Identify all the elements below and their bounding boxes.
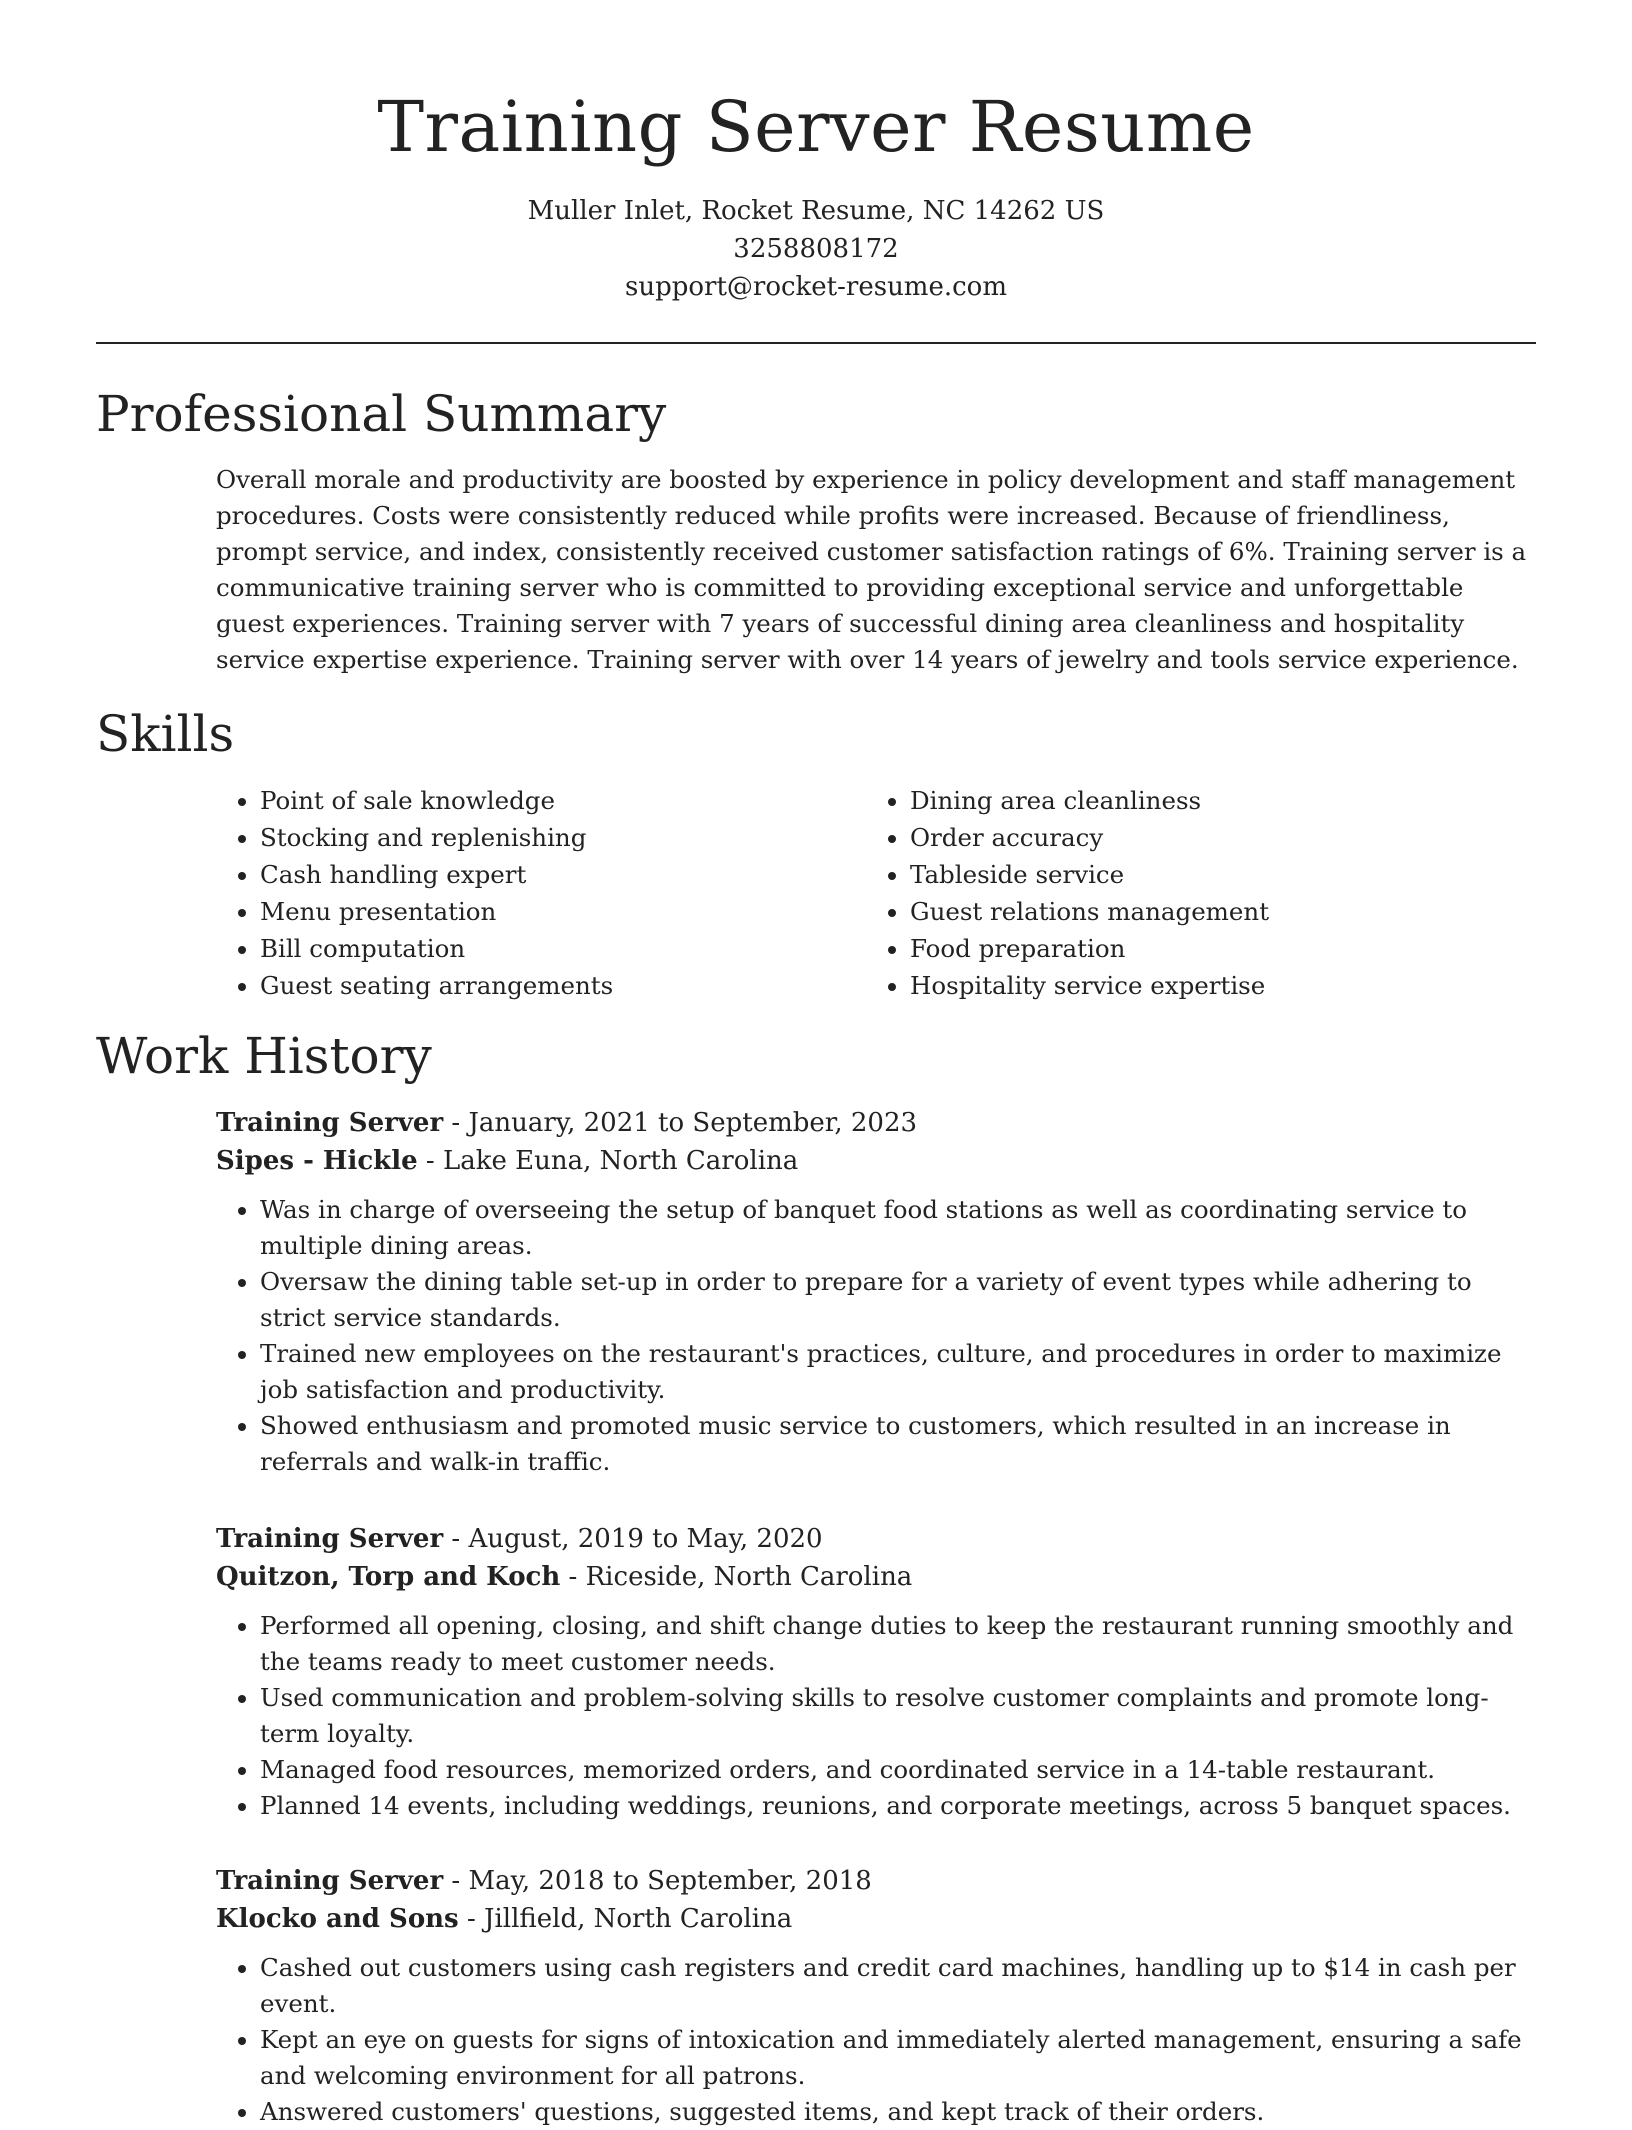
job-dates: August, 2019 to May, 2020: [468, 1524, 823, 1554]
job-title-line: Training Server - May, 2018 to September, 2018: [216, 1866, 872, 1896]
email: support@rocket-resume.com: [624, 272, 1007, 302]
skill-item: • Cash handling expert: [260, 856, 866, 893]
job-bullet: • Oversaw the dining table set-up in order to prepare for a variety of event types while adhering to strict service standards.: [260, 1264, 1536, 1336]
resume-title: Training Server Resume: [377, 86, 1255, 168]
skill-item: • Guest seating arrangements: [260, 967, 866, 1004]
skills-column-left: [216, 782, 866, 1004]
job-company: Klocko and Sons: [216, 1904, 459, 1934]
job-bullets: [216, 1950, 1536, 2130]
header-divider: [96, 342, 1536, 344]
skills-heading: Skills: [96, 705, 235, 763]
job-company-line: Klocko and Sons - Jillfield, North Carolina: [216, 1904, 793, 1934]
skills-list: [216, 782, 1536, 1004]
skill-item: • Tableside service: [910, 856, 1516, 893]
job-bullet: • Kept an eye on guests for signs of intoxication and immediately alerted management, ensuring a safe and welcoming environment for all patrons.: [260, 2022, 1536, 2094]
job-company-line: Sipes - Hickle - Lake Euna, North Carolina: [216, 1146, 799, 1176]
phone: 3258808172: [733, 234, 899, 264]
job-bullet: • Performed all opening, closing, and shift change duties to keep the restaurant running smoothly and the teams ready to meet customer needs.: [260, 1608, 1536, 1680]
job-bullets: [216, 1192, 1536, 1480]
job-location: Lake Euna, North Carolina: [442, 1146, 799, 1176]
job-dates: January, 2021 to September, 2023: [468, 1108, 918, 1138]
job-bullet: • Was in charge of overseeing the setup of banquet food stations as well as coordinating service to multiple dining areas.: [260, 1192, 1536, 1264]
job-bullet: • Used communication and problem-solving skills to resolve customer complaints and promote long-term loyalty.: [260, 1680, 1536, 1752]
job-bullet: • Showed enthusiasm and promoted music service to customers, which resulted in an increase in referrals and walk-in traffic.: [260, 1408, 1536, 1480]
job-title: Training Server: [216, 1866, 444, 1896]
summary-text: Overall morale and productivity are boosted by experience in policy development and staff management procedures. Costs were consistently reduced while profits were increased. Because of friendliness, prompt service, and index, consistently received customer satisfaction ratings of 6%. Training server is a communicative training server who is committed to providing exceptional service and unforgettable guest experiences. Training server with 7 years of successful dining area cleanliness and hospitality service expertise experience. Training server with over 14 years of jewelry and tools service experience.: [216, 465, 1527, 674]
contact-block: [96, 192, 1536, 306]
skill-item: • Point of sale knowledge: [260, 782, 866, 819]
skills-column-right: [866, 782, 1516, 1004]
job-bullets: [216, 1608, 1536, 1824]
job-company: Quitzon, Torp and Koch: [216, 1562, 561, 1592]
job-title-line: Training Server - August, 2019 to May, 2020: [216, 1524, 823, 1554]
skill-item: • Stocking and replenishing: [260, 819, 866, 856]
address: Muller Inlet, Rocket Resume, NC 14262 US: [527, 196, 1105, 226]
skill-item: • Hospitality service expertise: [910, 967, 1516, 1004]
job-title: Training Server: [216, 1108, 444, 1138]
job-company-line: Quitzon, Torp and Koch - Riceside, North Carolina: [216, 1562, 913, 1592]
job-entry: [216, 1104, 1536, 1480]
skill-item: • Menu presentation: [260, 893, 866, 930]
job-dates: May, 2018 to September, 2018: [468, 1866, 872, 1896]
skill-item: • Guest relations management: [910, 893, 1516, 930]
job-bullet: • Answered customers' questions, suggested items, and kept track of their orders.: [260, 2094, 1536, 2130]
summary-heading: Professional Summary: [96, 385, 667, 443]
job-location: Riceside, North Carolina: [585, 1562, 913, 1592]
job-company: Sipes - Hickle: [216, 1146, 418, 1176]
job-bullet: • Cashed out customers using cash registers and credit card machines, handling up to $14 in cash per event.: [260, 1950, 1536, 2022]
work-history-heading: Work History: [96, 1027, 432, 1085]
job-bullet: • Planned 14 events, including weddings, reunions, and corporate meetings, across 5 banquet spaces.: [260, 1788, 1536, 1824]
job-bullet: • Trained new employees on the restaurant's practices, culture, and procedures in order to maximize job satisfaction and productivity.: [260, 1336, 1536, 1408]
skill-item: • Order accuracy: [910, 819, 1516, 856]
skill-item: • Dining area cleanliness: [910, 782, 1516, 819]
job-title-line: Training Server - January, 2021 to September, 2023: [216, 1108, 918, 1138]
job-entry: [216, 1520, 1536, 1824]
job-entry: [216, 1862, 1536, 2130]
job-location: Jillfield, North Carolina: [484, 1904, 793, 1934]
job-bullet: • Managed food resources, memorized orders, and coordinated service in a 14-table restaurant.: [260, 1752, 1536, 1788]
skill-item: • Bill computation: [260, 930, 866, 967]
job-title: Training Server: [216, 1524, 444, 1554]
skill-item: • Food preparation: [910, 930, 1516, 967]
